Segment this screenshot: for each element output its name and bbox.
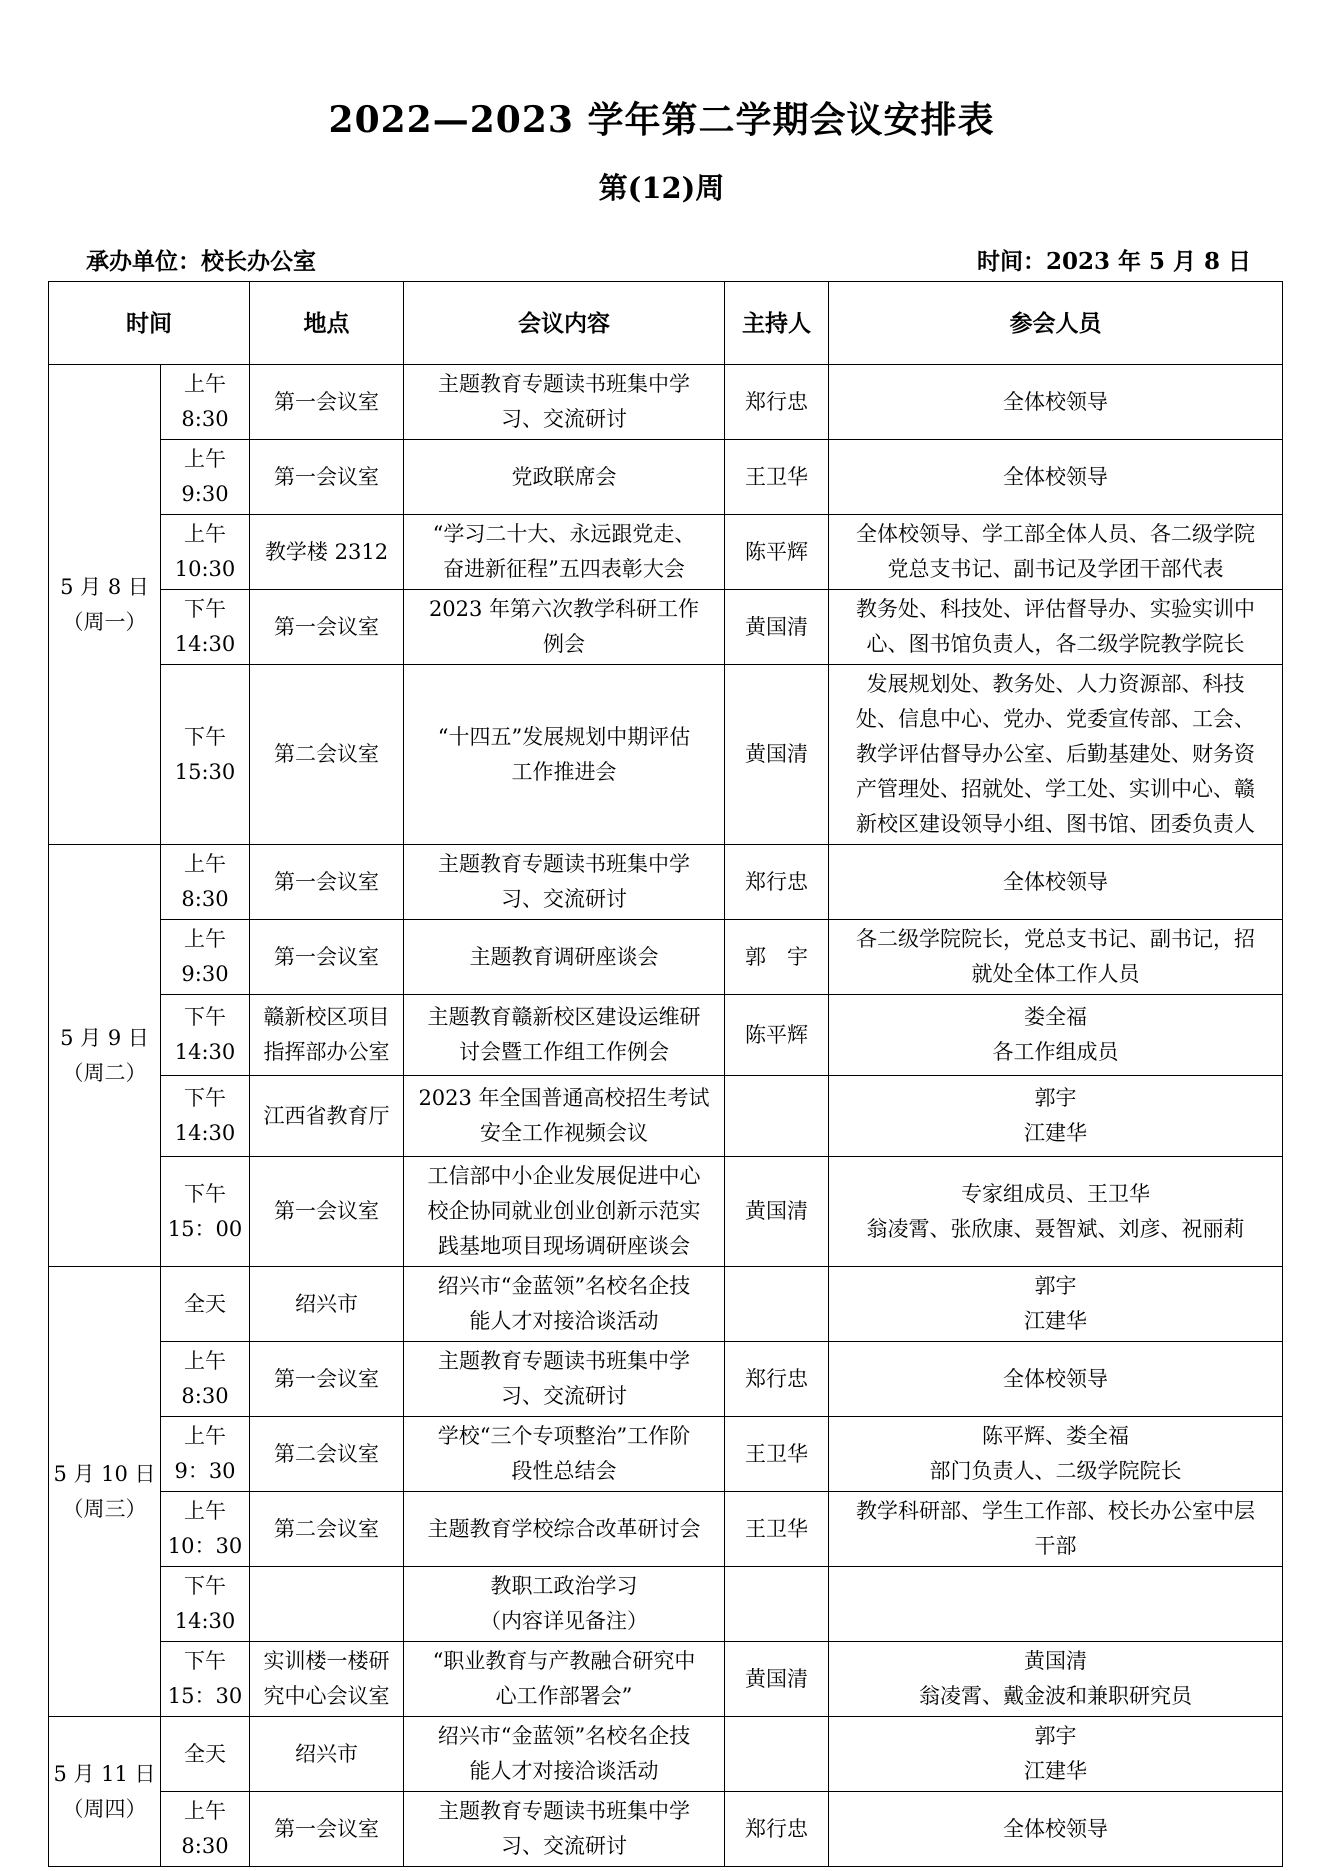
host-cell — [725, 1076, 829, 1157]
day-date-line: 5 月 9 日 — [60, 1025, 149, 1050]
time-cell — [161, 1157, 250, 1267]
cell-line: 主题教育赣新校区建设运维研 — [427, 1005, 701, 1029]
table-header-row — [49, 282, 1283, 365]
host-cell: 郑行忠 — [725, 1792, 829, 1867]
meeting-schedule-table — [48, 281, 1283, 1867]
host-cell — [725, 1717, 829, 1792]
attendees-cell — [829, 515, 1283, 590]
place-cell — [250, 1642, 404, 1717]
host-cell: 郑行忠 — [725, 845, 829, 920]
time-cell — [161, 1417, 250, 1492]
cell-line: 专家组成员、王卫华 — [961, 1181, 1150, 1206]
day-date-cell — [49, 845, 161, 1267]
cell-line: 绍兴市 — [295, 1291, 358, 1316]
table-body — [49, 365, 1283, 1867]
content-cell — [404, 1717, 725, 1792]
cell-line: 干部 — [1034, 1534, 1077, 1558]
attendees-cell — [829, 1642, 1283, 1717]
attendees-cell — [829, 1492, 1283, 1567]
table-row — [49, 365, 1283, 440]
cell-line: 学校“三个专项整治”工作阶 — [437, 1424, 691, 1448]
time-line: 8:30 — [181, 887, 229, 911]
time-line: 全天 — [184, 1741, 226, 1766]
cell-line: 翁凌霄、张欣康、聂智斌、刘彦、祝丽莉 — [866, 1216, 1245, 1241]
cell-line: 指挥部办公室 — [263, 1040, 390, 1064]
document-title: 2022—2023 学年第二学期会议安排表 — [328, 99, 995, 141]
host-cell: 黄国清 — [725, 665, 829, 845]
content-cell — [404, 995, 725, 1076]
time-line: 上午 — [184, 927, 226, 951]
cell-line: 江西省教育厅 — [263, 1103, 390, 1128]
cell-line: 第一会议室 — [274, 389, 379, 414]
time-cell — [161, 1792, 250, 1867]
time-cell — [161, 1642, 250, 1717]
time-line: 15：00 — [167, 1216, 243, 1241]
place-cell — [250, 440, 404, 515]
cell-line: 翁凌霄、戴金波和兼职研究员 — [919, 1684, 1192, 1708]
content-cell — [404, 365, 725, 440]
attendees-cell — [829, 1792, 1283, 1867]
cell-line: 就处全体工作人员 — [971, 962, 1140, 986]
place-cell — [250, 1492, 404, 1567]
cell-line: 教学科研部、学生工作部、校长办公室中层 — [856, 1499, 1255, 1523]
column-header-place: 地点 — [250, 282, 404, 365]
cell-line: 教职工政治学习 — [490, 1574, 638, 1598]
host-cell: 黄国清 — [725, 590, 829, 665]
cell-line: 全体校领导 — [1003, 869, 1108, 894]
cell-line: 绍兴市 — [295, 1741, 358, 1766]
day-date-cell — [49, 365, 161, 845]
attendees-cell — [829, 365, 1283, 440]
cell-line: 发展规划处、教务处、人力资源部、科技 — [866, 672, 1245, 696]
attendees-cell — [829, 1157, 1283, 1267]
day-date-line: （周二） — [62, 1060, 147, 1085]
time-line: 上午 — [184, 852, 226, 876]
cell-line: 陈平辉、娄全福 — [982, 1424, 1129, 1448]
cell-line: 全体校领导 — [1003, 1366, 1108, 1391]
table-row — [49, 1342, 1283, 1417]
time-line: 下午 — [184, 1086, 226, 1110]
host-cell: 王卫华 — [725, 1417, 829, 1492]
time-line: 8:30 — [181, 407, 229, 431]
time-line: 14:30 — [174, 1040, 236, 1064]
place-cell — [250, 1717, 404, 1792]
cell-line: 绍兴市“金蓝领”名校名企技 — [437, 1274, 691, 1298]
table-row — [49, 1492, 1283, 1567]
place-cell — [250, 515, 404, 590]
cell-line: 第一会议室 — [274, 869, 379, 894]
host-cell: 郑行忠 — [725, 365, 829, 440]
place-cell — [250, 995, 404, 1076]
content-cell — [404, 1417, 725, 1492]
table-row — [49, 1417, 1283, 1492]
time-line: 15：30 — [167, 1684, 243, 1708]
time-line: 下午 — [184, 1649, 226, 1673]
host-cell: 郑行忠 — [725, 1342, 829, 1417]
attendees-cell — [829, 1267, 1283, 1342]
content-cell — [404, 1642, 725, 1717]
time-line: 8:30 — [181, 1834, 229, 1858]
cell-line: 主题教育专题读书班集中学 — [438, 852, 690, 876]
attendees-cell — [829, 920, 1283, 995]
cell-line: “学习二十大、永远跟党走、 — [432, 522, 696, 546]
time-line: 9:30 — [181, 962, 229, 986]
cell-line: 教学评估督导办公室、后勤基建处、财务资 — [856, 742, 1255, 766]
content-cell — [404, 1076, 725, 1157]
table-row — [49, 1076, 1283, 1157]
time-line: 9:30 — [181, 482, 229, 506]
attendees-cell — [829, 665, 1283, 845]
cell-line: 江建华 — [1024, 1759, 1087, 1783]
place-cell — [250, 365, 404, 440]
time-cell — [161, 1717, 250, 1792]
host-cell: 陈平辉 — [725, 515, 829, 590]
cell-line: 郭宇 — [1034, 1724, 1077, 1748]
host-cell: 郭 宇 — [725, 920, 829, 995]
cell-line: 各二级学院院长，党总支书记、副书记，招 — [856, 927, 1255, 951]
cell-line: 心、图书馆负责人，各二级学院教学院长 — [866, 632, 1245, 656]
table-row — [49, 920, 1283, 995]
place-cell — [250, 845, 404, 920]
cell-line: 第一会议室 — [274, 1366, 379, 1391]
cell-line: 全体校领导 — [1003, 464, 1108, 489]
time-line: 下午 — [184, 1005, 226, 1029]
place-cell — [250, 590, 404, 665]
content-cell — [404, 665, 725, 845]
time-cell — [161, 995, 250, 1076]
content-cell — [404, 1567, 725, 1642]
cell-line: 郭宇 — [1034, 1274, 1077, 1298]
cell-line: 江建华 — [1024, 1309, 1087, 1333]
place-cell — [250, 1157, 404, 1267]
time-line: 下午 — [184, 1181, 226, 1206]
cell-line: 绍兴市“金蓝领”名校名企技 — [437, 1724, 691, 1748]
host-cell — [725, 1567, 829, 1642]
time-cell — [161, 515, 250, 590]
cell-line: 习、交流研讨 — [501, 407, 627, 431]
cell-line: 段性总结会 — [511, 1459, 617, 1483]
content-cell — [404, 515, 725, 590]
place-cell — [250, 1267, 404, 1342]
content-cell — [404, 920, 725, 995]
week-number: 第(12)周 — [598, 171, 725, 205]
time-line: 下午 — [184, 724, 226, 749]
cell-line: 第二会议室 — [274, 1516, 379, 1541]
time-line: 9：30 — [174, 1459, 236, 1483]
attendees-cell — [829, 995, 1283, 1076]
time-line: 14:30 — [174, 1609, 236, 1633]
content-cell — [404, 1792, 725, 1867]
day-date-line: 5 月 10 日 — [53, 1461, 156, 1486]
cell-line: 第二会议室 — [274, 742, 379, 766]
cell-line: 安全工作视频会议 — [480, 1121, 648, 1145]
table-row — [49, 515, 1283, 590]
cell-line: 践基地项目现场调研座谈会 — [438, 1234, 690, 1258]
cell-line: 习、交流研讨 — [501, 1384, 627, 1408]
host-cell — [725, 1267, 829, 1342]
cell-line: 江建华 — [1024, 1121, 1087, 1145]
table-row — [49, 1157, 1283, 1267]
day-date-cell — [49, 1717, 161, 1867]
place-cell — [250, 1792, 404, 1867]
cell-line: 全体校领导、学工部全体人员、各二级学院 — [856, 522, 1255, 546]
table-row — [49, 1267, 1283, 1342]
time-cell — [161, 1267, 250, 1342]
content-cell — [404, 845, 725, 920]
content-cell — [404, 1267, 725, 1342]
cell-line: 产管理处、招就处、学工处、实训中心、赣 — [856, 777, 1255, 801]
cell-line: 心工作部署会” — [495, 1684, 633, 1708]
place-cell — [250, 1342, 404, 1417]
table-row — [49, 1792, 1283, 1867]
cell-line: 能人才对接洽谈活动 — [469, 1309, 659, 1333]
cell-line: 主题教育专题读书班集中学 — [438, 372, 690, 396]
host-cell: 黄国清 — [725, 1157, 829, 1267]
table-row — [49, 440, 1283, 515]
table-row — [49, 590, 1283, 665]
cell-line: 新校区建设领导小组、图书馆、团委负责人 — [856, 812, 1255, 836]
place-cell — [250, 1076, 404, 1157]
time-line: 14:30 — [174, 1121, 236, 1145]
place-cell — [250, 1567, 404, 1642]
cell-line: 主题教育学校综合改革研讨会 — [427, 1516, 701, 1541]
time-line: 15:30 — [174, 759, 236, 784]
table-row — [49, 845, 1283, 920]
table-row — [49, 995, 1283, 1076]
time-line: 14:30 — [174, 632, 236, 656]
cell-line: 各工作组成员 — [992, 1040, 1119, 1064]
cell-line: 赣新校区项目 — [263, 1005, 390, 1029]
cell-line: 第一会议室 — [274, 944, 379, 969]
cell-line: 第一会议室 — [274, 614, 379, 639]
cell-line: 教务处、科技处、评估督导办、实验实训中 — [856, 597, 1255, 621]
cell-line: 例会 — [543, 632, 585, 656]
cell-line: 主题教育专题读书班集中学 — [438, 1799, 690, 1823]
content-cell — [404, 1492, 725, 1567]
content-cell — [404, 440, 725, 515]
host-cell: 黄国清 — [725, 1642, 829, 1717]
time-line: 上午 — [184, 522, 226, 546]
time-cell — [161, 1342, 250, 1417]
content-cell — [404, 590, 725, 665]
column-header-host: 主持人 — [725, 282, 829, 365]
cell-line: 习、交流研讨 — [501, 887, 627, 911]
content-cell — [404, 1342, 725, 1417]
time-line: 上午 — [184, 372, 226, 396]
time-line: 上午 — [184, 1349, 226, 1373]
attendees-cell — [829, 1567, 1283, 1642]
day-date-line: （周一） — [62, 609, 147, 634]
time-line: 上午 — [184, 447, 226, 471]
cell-line: 2023 年全国普通高校招生考试 — [418, 1086, 710, 1110]
cell-line: 主题教育调研座谈会 — [469, 944, 659, 969]
cell-line: 第一会议室 — [274, 1199, 379, 1223]
time-cell — [161, 365, 250, 440]
cell-line: （内容详见备注） — [480, 1609, 648, 1633]
cell-line: 奋进新征程”五四表彰大会 — [443, 557, 685, 581]
cell-line: 娄全福 — [1024, 1005, 1087, 1029]
day-date-line: （周四） — [62, 1796, 147, 1821]
cell-line: 工信部中小企业发展促进中心 — [427, 1164, 701, 1188]
time-line: 上午 — [184, 1499, 226, 1523]
time-cell — [161, 920, 250, 995]
day-date-line: 5 月 11 日 — [53, 1761, 156, 1786]
organizer-label: 承办单位：校长办公室 — [86, 248, 316, 275]
cell-line: 教学楼 2312 — [264, 539, 389, 564]
attendees-cell — [829, 1417, 1283, 1492]
document-date: 时间：2023 年 5 月 8 日 — [976, 248, 1251, 275]
cell-line: 第一会议室 — [274, 464, 379, 489]
cell-line: 工作推进会 — [511, 759, 617, 784]
cell-line: 实训楼一楼研 — [263, 1649, 390, 1673]
cell-line: 能人才对接洽谈活动 — [469, 1759, 659, 1783]
attendees-cell — [829, 1717, 1283, 1792]
column-header-content: 会议内容 — [404, 282, 725, 365]
cell-line: 习、交流研讨 — [501, 1834, 627, 1858]
cell-line: 处、信息中心、党办、党委宣传部、工会、 — [856, 707, 1255, 731]
cell-line: 黄国清 — [1024, 1649, 1087, 1673]
place-cell — [250, 920, 404, 995]
table-row — [49, 665, 1283, 845]
cell-line: 主题教育专题读书班集中学 — [438, 1349, 690, 1373]
content-cell — [404, 1157, 725, 1267]
cell-line: 党政联席会 — [511, 464, 617, 489]
attendees-cell — [829, 1076, 1283, 1157]
column-header-attendees: 参会人员 — [829, 282, 1283, 365]
attendees-cell — [829, 1342, 1283, 1417]
time-cell — [161, 845, 250, 920]
day-date-line: 5 月 8 日 — [60, 574, 149, 599]
host-cell: 王卫华 — [725, 1492, 829, 1567]
time-cell — [161, 1076, 250, 1157]
host-cell: 王卫华 — [725, 440, 829, 515]
cell-line: 究中心会议室 — [263, 1684, 390, 1708]
time-line: 8:30 — [181, 1384, 229, 1408]
host-cell: 陈平辉 — [725, 995, 829, 1076]
cell-line: 全体校领导 — [1003, 1816, 1108, 1841]
cell-line: 党总支书记、副书记及学团干部代表 — [887, 557, 1224, 581]
cell-line: 郭宇 — [1034, 1086, 1077, 1110]
time-line: 10：30 — [167, 1534, 243, 1558]
time-cell — [161, 665, 250, 845]
place-cell — [250, 665, 404, 845]
table-row — [49, 1717, 1283, 1792]
column-header-time: 时间 — [49, 282, 250, 365]
time-line: 10:30 — [174, 557, 236, 581]
table-row — [49, 1642, 1283, 1717]
time-line: 全天 — [184, 1291, 226, 1316]
time-cell — [161, 440, 250, 515]
time-cell — [161, 1492, 250, 1567]
cell-line: 2023 年第六次教学科研工作 — [428, 597, 700, 621]
cell-line: 全体校领导 — [1003, 389, 1108, 414]
table-row — [49, 1567, 1283, 1642]
time-line: 下午 — [184, 597, 226, 621]
cell-line: “十四五”发展规划中期评估 — [437, 724, 691, 749]
day-date-cell — [49, 1267, 161, 1717]
time-line: 上午 — [184, 1424, 226, 1448]
day-date-line: （周三） — [62, 1496, 147, 1521]
time-cell — [161, 590, 250, 665]
cell-line: 第一会议室 — [274, 1816, 379, 1841]
cell-line: 第二会议室 — [274, 1441, 379, 1466]
time-line: 上午 — [184, 1799, 226, 1823]
cell-line: “职业教育与产教融合研究中 — [432, 1649, 696, 1673]
attendees-cell — [829, 845, 1283, 920]
time-line: 下午 — [184, 1574, 226, 1598]
attendees-cell — [829, 440, 1283, 515]
cell-line: 校企协同就业创业创新示范实 — [427, 1199, 701, 1223]
place-cell — [250, 1417, 404, 1492]
time-cell — [161, 1567, 250, 1642]
cell-line: 讨会暨工作组工作例会 — [459, 1040, 669, 1064]
cell-line: 部门负责人、二级学院院长 — [929, 1459, 1182, 1483]
attendees-cell — [829, 590, 1283, 665]
